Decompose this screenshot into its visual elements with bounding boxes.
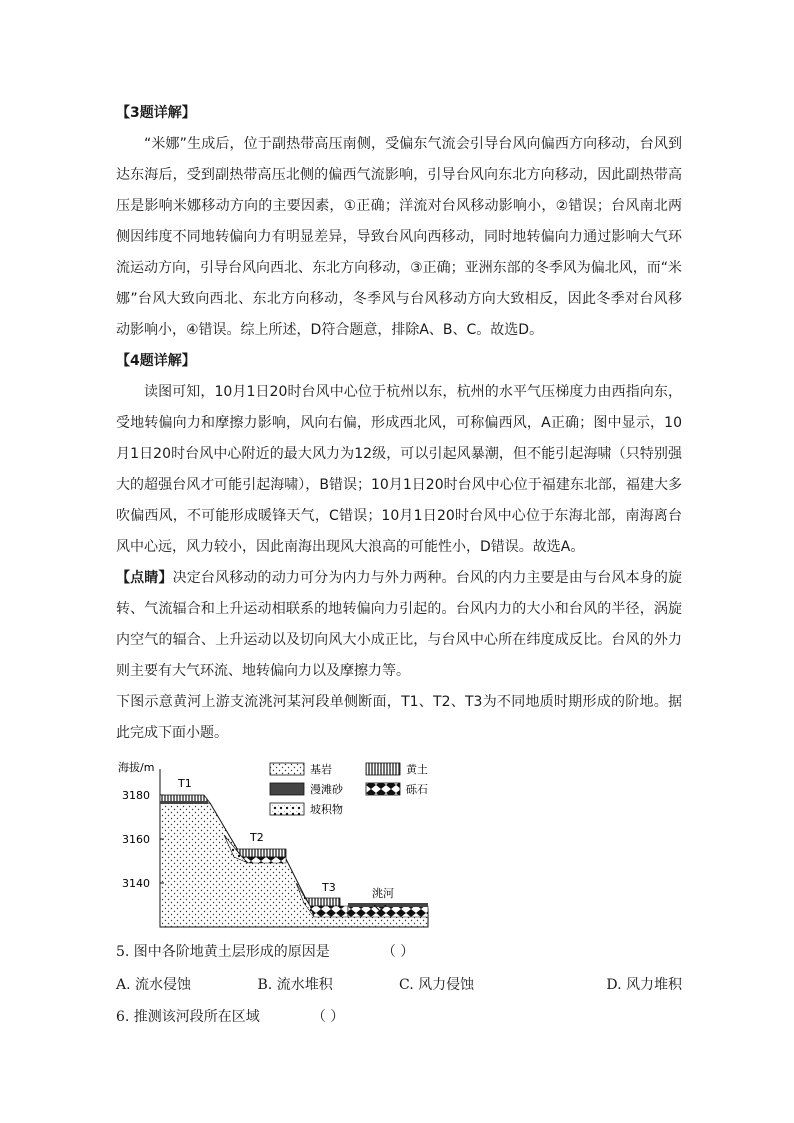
- option-d: D. 风力堆积: [606, 977, 682, 993]
- t2-gravel: [242, 857, 286, 863]
- question-5-options: [116, 968, 682, 1002]
- section-3-heading: 【3题详解】: [116, 105, 196, 121]
- tick-3180: 3180: [122, 789, 150, 802]
- y-axis-label: 海拔/m: [118, 761, 155, 774]
- t1-sand: [160, 801, 208, 804]
- terrace-label-t3: T3: [322, 881, 336, 894]
- option-c: C. 风力侵蚀: [399, 977, 475, 993]
- legend-sand: 漫滩砂: [310, 783, 343, 796]
- terrace-cross-section-figure: [116, 757, 436, 937]
- legend-swatch-slope: [270, 803, 304, 815]
- document-page: [116, 98, 682, 1033]
- tip-body: 决定台风移动的动力可分为内力与外力两种。台风的内力主要是由与台风本身的旋转、气流辐合和上升运动相联系的地转偏向力引起的。台风内力的大小和台风的半径，涡旋内空气的辐合、上升运动以及切向风大小成正比，与台风中心所在纬度成反比。台风的外力则主要有大气环流、地转偏向力以及摩擦力等。: [116, 570, 683, 679]
- legend-swatch-loess: [366, 763, 400, 775]
- terrace-diagram: [116, 757, 436, 937]
- t3-gravel: [310, 906, 348, 917]
- legend-swatch-gravel: [366, 783, 400, 795]
- section-4-body: 读图可知，10月1日20时台风中心位于杭州以东，杭州的水平气压梯度力由西指向东，受地转偏向力和摩擦力影响，风向右偏，形成西北风，可称偏西风，A正确；图中显示，10月1日20时台风中心附近的最大风力为12级，可以引起风暴潮，但不能引起海啸（只特别强大的超强台风才可能引起海啸），B错误；10月1日20时台风中心位于福建东北部，福建大多吹偏西风，不可能形成暖锋天气，C错误；10月1日20时台风中心位于东海北部，南海离台风中心远，风力较小，因此南海出现风大浪高的可能性小，D错误。故选A。: [116, 384, 682, 555]
- legend-swatch-sand: [270, 783, 304, 795]
- tick-3140: 3140: [122, 877, 150, 890]
- section-4-heading: 【4题详解】: [116, 353, 196, 369]
- legend-gravel: 砾石: [406, 783, 428, 796]
- legend-swatch-bedrock: [270, 763, 304, 775]
- question-5-paren: （ ）: [381, 944, 415, 960]
- t3-loess: [306, 898, 340, 906]
- tick-3160: 3160: [122, 833, 150, 846]
- floodplain-sand: [348, 903, 428, 907]
- question-6-paren: （ ）: [311, 1009, 345, 1025]
- figure-intro: 下图示意黄河上游支流洮河某河段单侧断面，T1、T2、T3为不同地质时期形成的阶地。据此完成下面小题。: [116, 694, 682, 741]
- terrace-label-t2: T2: [250, 831, 264, 844]
- question-5-stem: 5. 图中各阶地黄土层形成的原因是: [116, 944, 330, 960]
- river-label: 洮河: [372, 887, 394, 900]
- question-6-stem: 6. 推测该河段所在区域: [116, 1009, 260, 1025]
- option-a: A. 流水侵蚀: [116, 977, 192, 993]
- legend-loess: 黄土: [406, 763, 428, 776]
- terrace-label-t1: T1: [178, 777, 192, 790]
- legend-slope: 坡积物: [310, 803, 343, 816]
- section-3-body: “米娜”生成后，位于副热带高压南侧，受偏东气流会引导台风向偏西方向移动，台风到达东海后，受到副热带高压北侧的偏西气流影响，引导台风向东北方向移动，因此副热带高压是影响米娜移动方向的主要因素，①正确；洋流对台风移动影响小，②错误；台风南北两侧因纬度不同地转偏向力有明显差异，导致台风向西移动，同时地转偏向力通过影响大气环流运动方向，引导台风向西北、东北方向移动，③正确；亚洲东部的冬季风为偏北风，而“米娜”台风大致向西北、东北方向移动，冬季风与台风移动方向大致相反，因此冬季对台风移动影响小，④错误。综上所述，D符合题意，排除A、B、C。故选D。: [116, 136, 682, 338]
- tip-paragraph: [116, 563, 682, 687]
- question-6: [116, 1002, 682, 1033]
- tip-label: 【点睛】: [116, 570, 173, 586]
- legend-bedrock: 基岩: [310, 763, 332, 776]
- riverbed-gravel: [348, 906, 428, 917]
- option-b: B. 流水堆积: [257, 977, 333, 993]
- question-5: [116, 937, 682, 968]
- t2-loess: [236, 849, 286, 857]
